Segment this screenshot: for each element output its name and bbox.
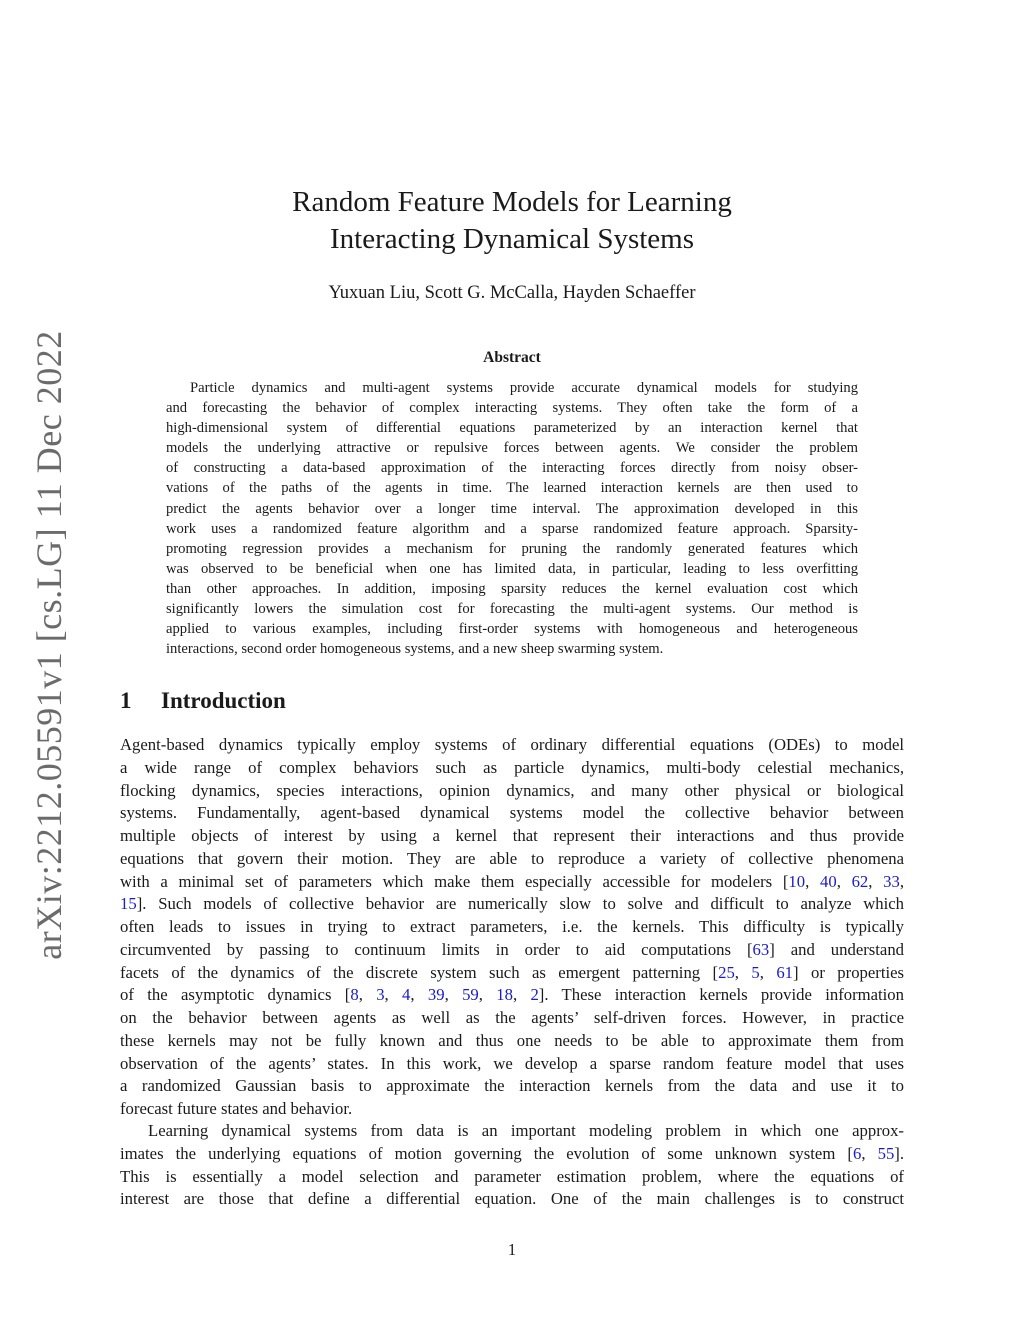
page-number: 1	[507, 1240, 517, 1259]
abstract-line: work uses a randomized feature algorithm and a sparse randomized feature approach. Sparsity-	[166, 520, 858, 537]
body-line: facets of the dynamics of the discrete system such as emergent patterning [25, 5, 61] or properties	[120, 962, 905, 982]
body-line: observation of the agents’ states. In this work, we develop a sparse random feature model that uses	[120, 1053, 904, 1073]
arxiv-identifier[interactable]: arXiv:2212.05591v1 [cs.LG] 11 Dec 2022	[29, 330, 69, 960]
citation-link[interactable]: 10	[788, 871, 806, 891]
body-line: a randomized Gaussian basis to approximate the interaction kernels from the data and use it to	[120, 1076, 904, 1096]
abstract-line: significantly lowers the simulation cost for forecasting the multi-agent systems. Our method is	[166, 601, 858, 618]
title-line-1: Random Feature Models for Learning	[292, 186, 732, 218]
text-run: imates the underlying equations of motion governing the evolution of some unknown system [	[120, 1143, 853, 1163]
body-line: often leads to issues in trying to extract parameters, i.e. the kernels. This difficulty is typically	[120, 917, 904, 936]
authors: Yuxuan Liu, Scott G. McCalla, Hayden Schaeffer	[328, 283, 696, 303]
body-line: Learning dynamical systems from data is an important modeling problem in which one approx-	[148, 1121, 904, 1140]
section-number: 1	[120, 688, 132, 713]
body-line: interest are those that define a differential equation. One of the main challenges is to construct	[120, 1189, 904, 1209]
text-run: ] and understand	[769, 939, 905, 959]
abstract-line: applied to various examples, including first-order systems with homogeneous and heterogeneous	[166, 621, 858, 638]
abstract-line: of constructing a data-based approximation of the interacting forces directly from noisy obser-	[166, 460, 858, 477]
abstract-body	[166, 378, 858, 659]
body-line: Agent-based dynamics typically employ systems of ordinary differential equations (ODEs) to model	[120, 735, 904, 754]
body-line: flocking dynamics, species interactions, opinion dynamics, and many other physical or biological	[120, 780, 904, 800]
body-line: imates the underlying equations of motion governing the evolution of some unknown system [6, 55].	[120, 1143, 905, 1163]
abstract-line: Particle dynamics and multi-agent systems provide accurate dynamical models for studying	[190, 380, 858, 396]
body-line: a wide range of complex behaviors such as particle dynamics, multi-body celestial mechanics,	[120, 757, 904, 777]
intro-paragraph-1	[120, 734, 904, 1121]
citation-link[interactable]: 39	[427, 985, 445, 1005]
citation-link[interactable]: 40	[820, 871, 837, 891]
citation-link[interactable]: 61	[776, 962, 794, 982]
abstract-line: vations of the paths of the agents in time. The learned interaction kernels are then used to	[166, 480, 858, 497]
body-line	[120, 939, 904, 962]
citation-link[interactable]: 3	[376, 985, 385, 1005]
abstract-line: high-dimensional system of differential equations parameterized by an interaction kernel that	[166, 420, 858, 437]
citation-link[interactable]: 15	[120, 894, 137, 914]
text-run: ].	[894, 1143, 905, 1163]
citation-link[interactable]: 6	[852, 1143, 862, 1163]
abstract-line: was observed to be beneficial when one has limited data, in particular, leading to less overfitting	[166, 560, 858, 577]
body-line: forecast future states and behavior.	[120, 1099, 353, 1118]
citation-link[interactable]: 62	[851, 871, 869, 891]
citation-link[interactable]: 63	[752, 939, 770, 959]
text-run: facets of the dynamics of the discrete system such as emergent patterning [	[120, 962, 719, 982]
citation-link[interactable]: 33	[883, 871, 900, 891]
citation-link[interactable]: 59	[462, 985, 479, 1005]
citation-link[interactable]: 4	[402, 985, 411, 1005]
abstract-line: and forecasting the behavior of complex interacting systems. They often take the form of a	[166, 400, 858, 417]
citation-link[interactable]: 18	[496, 985, 513, 1005]
abstract-heading: Abstract	[483, 349, 541, 366]
citation-link[interactable]: 5	[751, 962, 760, 982]
body-line: multiple objects of interest by using a kernel that represent their interactions and thus provide	[120, 826, 904, 845]
abstract-line: than other approaches. In addition, imposing sparsity reduces the kernel evaluation cost which	[166, 580, 858, 597]
section-heading-introduction	[120, 688, 286, 714]
body-line: equations that govern their motion. They are able to reproduce a variety of collective phenomena	[120, 848, 904, 868]
text-run: with a minimal set of parameters which make them especially accessible for modelers [	[120, 871, 789, 891]
body-line: with a minimal set of parameters which make them especially accessible for modelers [10, 40, 62, 33,	[120, 871, 905, 891]
abstract-line: promoting regression provides a mechanism for pruning the randomly generated features which	[166, 540, 858, 557]
body-line: This is essentially a model selection and parameter estimation problem, where the equations of	[120, 1166, 904, 1186]
citation-link[interactable]: 55	[877, 1143, 895, 1163]
paper-title	[200, 184, 824, 258]
body-line: systems. Fundamentally, agent-based dynamical systems model the collective behavior between	[120, 803, 904, 823]
citation-link[interactable]: 8	[350, 985, 359, 1005]
abstract-line: models the underlying attractive or repulsive forces between agents. We consider the problem	[166, 440, 858, 457]
intro-paragraph-2	[120, 1120, 904, 1211]
title-line-2: Interacting Dynamical Systems	[329, 223, 694, 255]
body-line: these kernels may not be fully known and thus one needs to be able to approximate them from	[120, 1030, 904, 1050]
body-line	[120, 893, 904, 916]
section-title: Introduction	[161, 688, 286, 713]
text-run: circumvented by passing to continuum limits in order to aid computations [	[120, 939, 753, 959]
body-line: on the behavior between agents as well as the agents’ self-driven forces. However, in practice	[120, 1008, 904, 1027]
text-run: ]. These interaction kernels provide information	[538, 985, 904, 1005]
citation-link[interactable]: 2	[530, 985, 539, 1005]
abstract-line: predict the agents behavior over a longer time interval. The approximation developed in this	[166, 500, 858, 517]
abstract-line: interactions, second order homogeneous systems, and a new sheep swarming system.	[166, 641, 664, 658]
text-run: ]. Such models of collective behavior are numerically slow to solve and difficult to analyze which	[136, 894, 904, 914]
citation-link[interactable]: 25	[718, 962, 735, 982]
text-run: ] or properties	[793, 962, 905, 982]
body-line: of the asymptotic dynamics [8, 3, 4, 39, 59, 18, 2]. These interaction kernels provide information	[120, 985, 904, 1005]
text-run: of the asymptotic dynamics [	[120, 985, 351, 1005]
